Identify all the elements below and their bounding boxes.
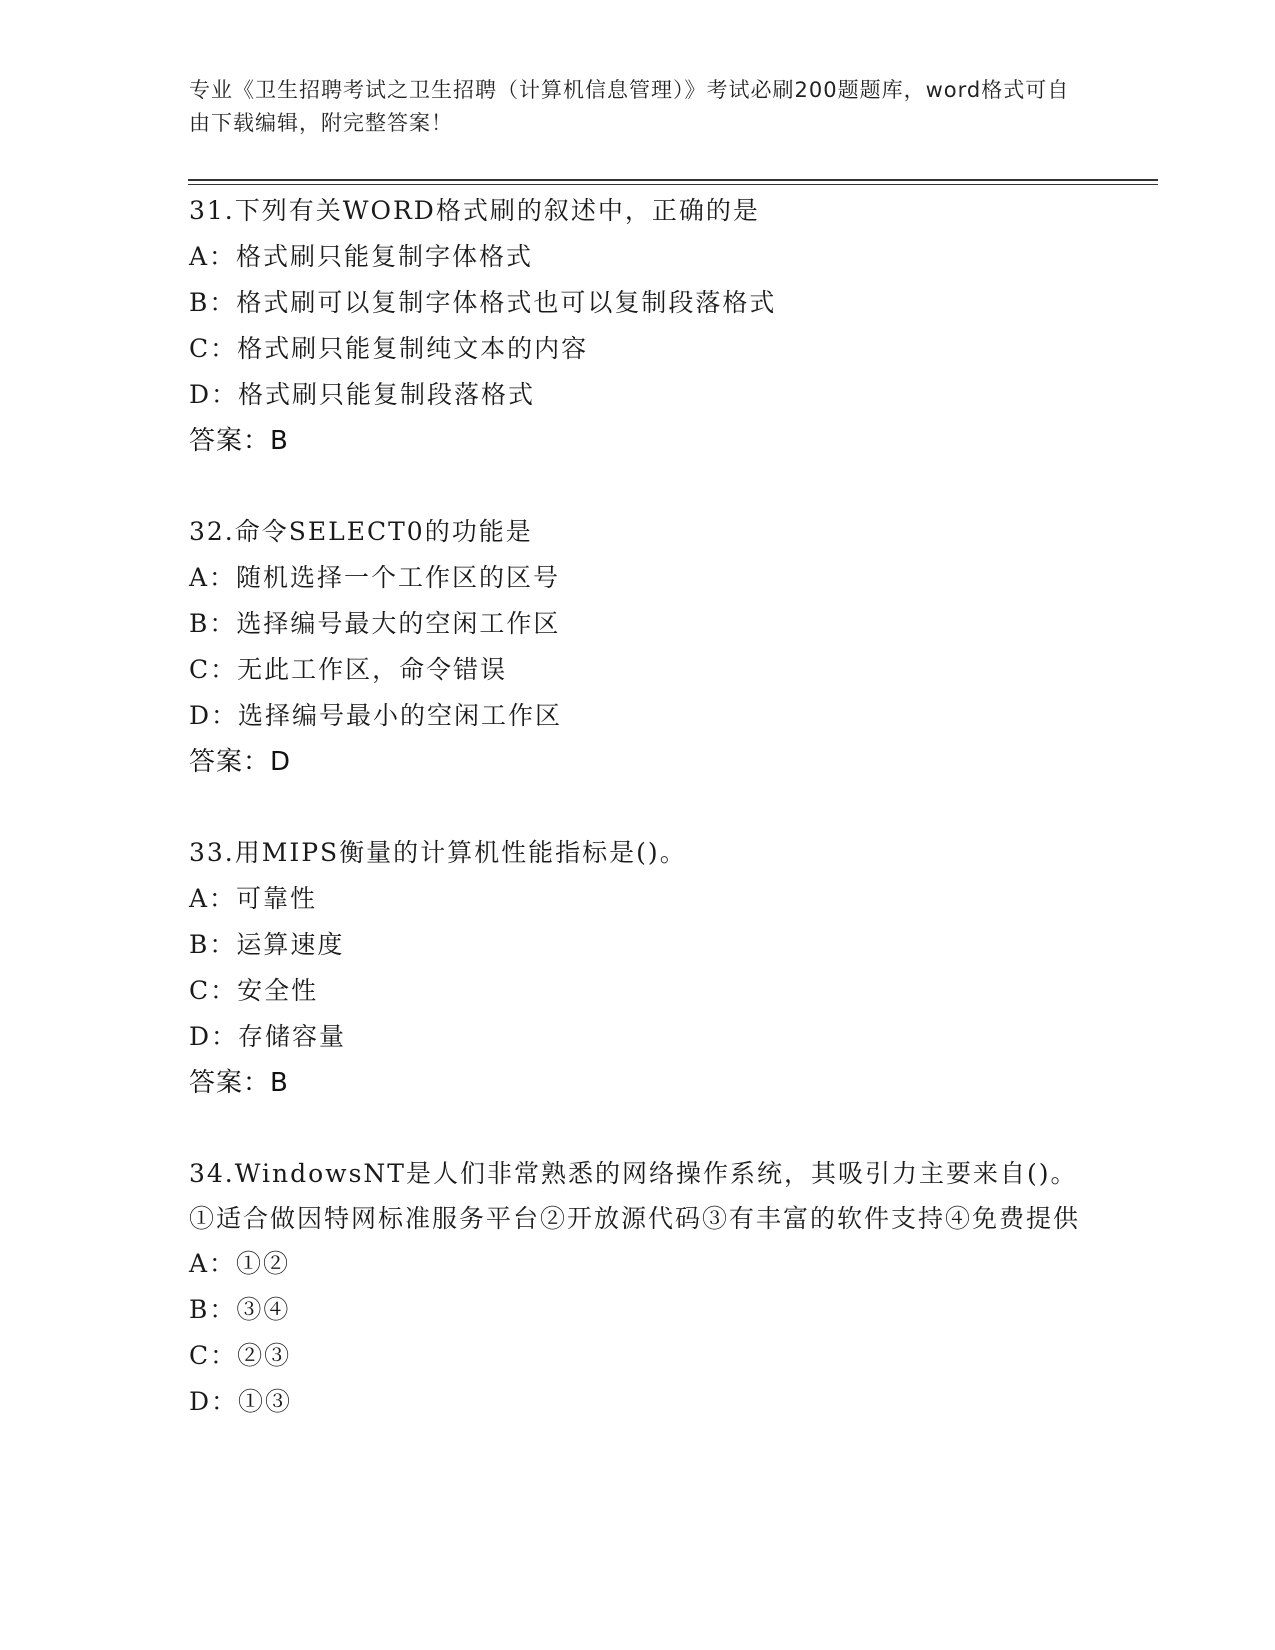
question-stem: 31.下列有关WORD格式刷的叙述中，正确的是 <box>189 196 760 225</box>
option-a: A：①② <box>189 1249 291 1278</box>
answer-line: 答案：B <box>189 1068 289 1098</box>
option-b: B：运算速度 <box>189 930 345 959</box>
question-34 <box>189 1151 1089 1425</box>
option-d: D：格式刷只能复制段落格式 <box>189 380 536 409</box>
option-c: C：②③ <box>189 1341 292 1370</box>
option-d: D：存储容量 <box>189 1022 347 1051</box>
question-stem: 34.WindowsNT是人们非常熟悉的网络操作系统，其吸引力主要来自()。①适合做因特网标准服务平台②开放源代码③有丰富的软件支持④免费提供 <box>189 1159 1081 1233</box>
option-a: A：可靠性 <box>189 884 318 913</box>
option-c: C：无此工作区，命令错误 <box>189 655 508 684</box>
header-divider-thin <box>188 184 1158 185</box>
option-b: B：③④ <box>189 1295 291 1324</box>
question-stem: 32.命令SELECT0的功能是 <box>189 517 533 546</box>
option-b: B：格式刷可以复制字体格式也可以复制段落格式 <box>189 288 777 317</box>
header-divider-thick <box>188 179 1158 181</box>
answer-line: 答案：B <box>189 426 289 456</box>
option-b: B：选择编号最大的空闲工作区 <box>189 609 561 638</box>
answer-line: 答案：D <box>189 747 292 777</box>
option-d: D：选择编号最小的空闲工作区 <box>189 701 563 730</box>
option-d: D：①③ <box>189 1387 293 1416</box>
question-list <box>189 188 1089 1470</box>
question-33 <box>189 830 1089 1106</box>
question-32 <box>189 509 1089 785</box>
option-c: C：安全性 <box>189 976 319 1005</box>
question-stem: 33.用MIPS衡量的计算机性能指标是()。 <box>189 838 687 867</box>
question-31 <box>189 188 1089 464</box>
document-header: 专业《卫生招聘考试之卫生招聘（计算机信息管理）》考试必刷200题题库，word格式可自由下载编辑，附完整答案！ <box>189 78 1070 135</box>
option-a: A：格式刷只能复制字体格式 <box>189 242 534 271</box>
option-a: A：随机选择一个工作区的区号 <box>189 563 561 592</box>
option-c: C：格式刷只能复制纯文本的内容 <box>189 334 589 363</box>
